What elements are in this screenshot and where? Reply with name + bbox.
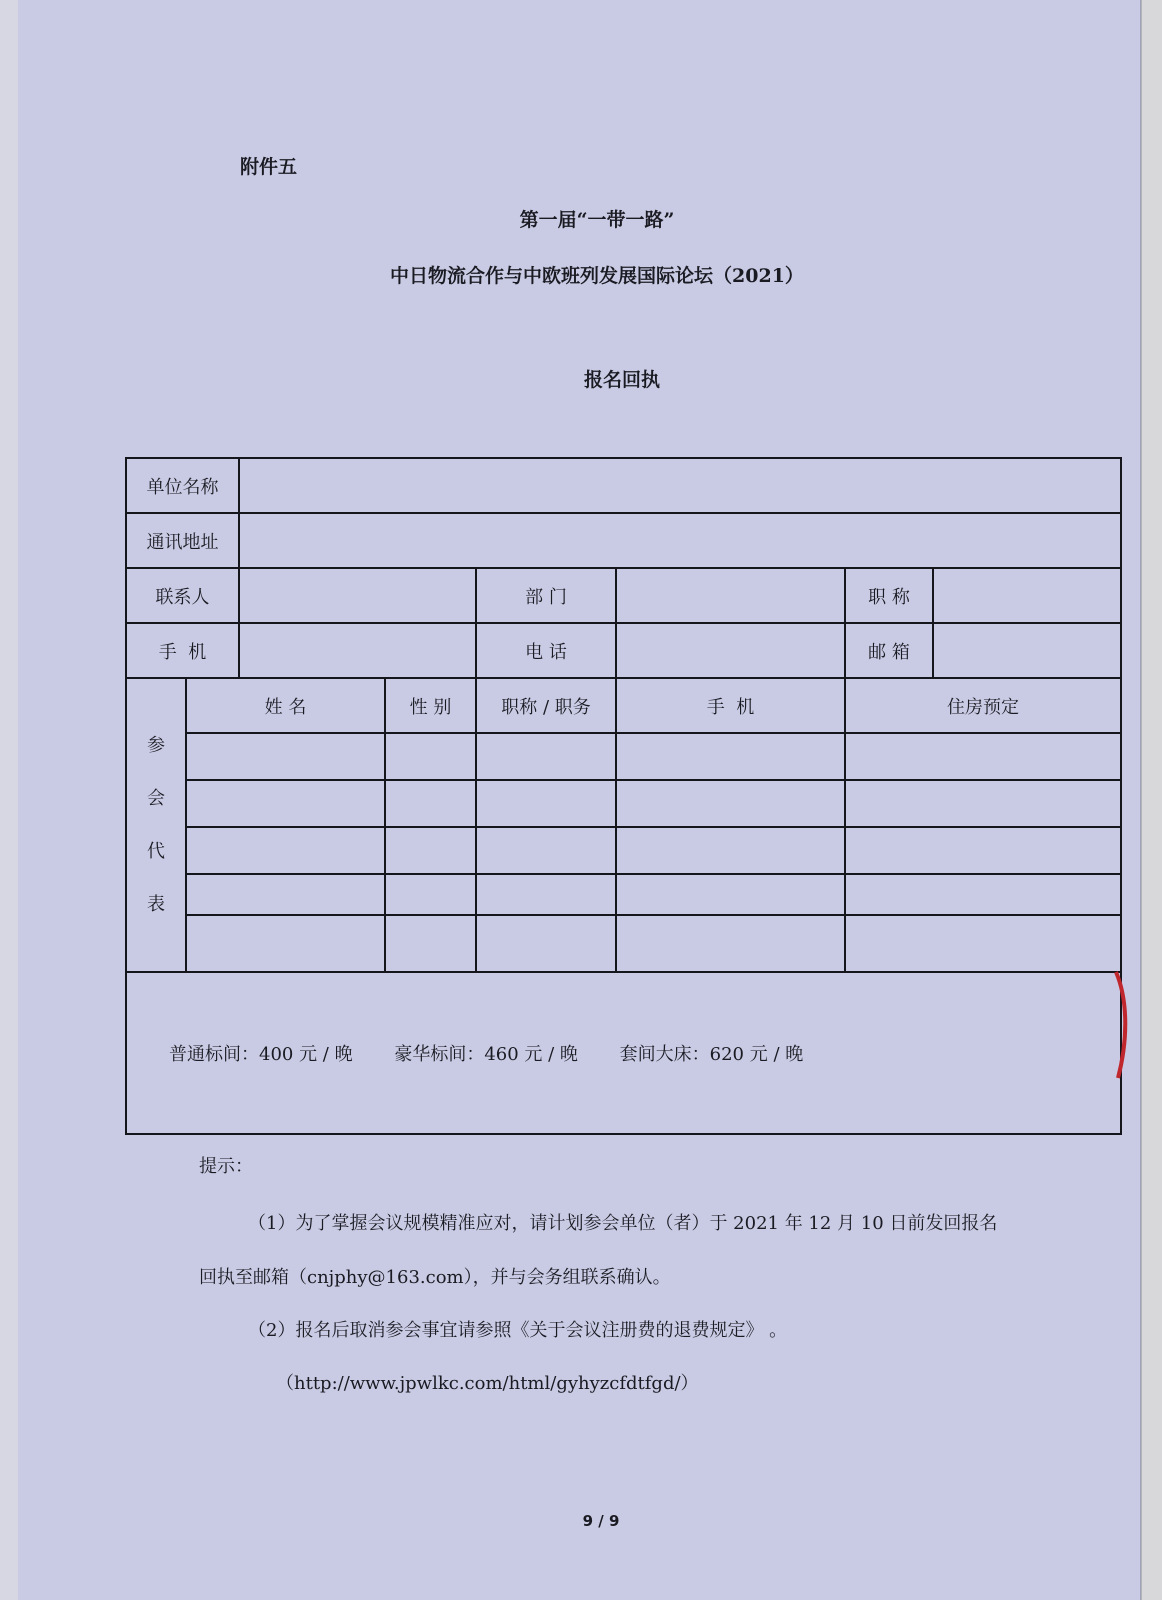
delegate-name-cell[interactable] (186, 827, 385, 874)
column-header-name: 姓 名 (186, 678, 385, 733)
table-row (126, 915, 1121, 972)
email-label: 邮 箱 (845, 623, 933, 678)
document-title-line2: 中日物流合作与中欧班列发展国际论坛（2021） (390, 265, 804, 287)
scan-left-edge (0, 0, 18, 1600)
attachment-label: 附件五 (240, 156, 298, 178)
room-prices (126, 972, 1121, 1134)
delegate-gender-cell[interactable] (385, 733, 476, 780)
scan-right-edge (1141, 0, 1162, 1600)
delegate-mobile-cell[interactable] (616, 915, 845, 972)
delegate-mobile-cell[interactable] (616, 733, 845, 780)
column-header-housing: 住房预定 (845, 678, 1121, 733)
note1-line2: 回执至邮箱（cnjphy@163.com），并与会务组联系确认。 (199, 1267, 671, 1288)
table-row (126, 733, 1121, 780)
delegate-title-cell[interactable] (476, 780, 616, 827)
address-field[interactable] (239, 513, 1121, 568)
price-suite: 套间大床：620 元 / 晚 (619, 1044, 804, 1065)
delegate-housing-cell[interactable] (845, 780, 1121, 827)
job-title-label: 职 称 (845, 568, 933, 623)
phone-field[interactable] (616, 623, 845, 678)
delegate-housing-cell[interactable] (845, 874, 1121, 915)
red-seal-edge-mark (1112, 970, 1130, 1080)
unit-name-field[interactable] (239, 458, 1121, 513)
delegates-char-2: 会 (147, 788, 165, 809)
delegate-title-cell[interactable] (476, 827, 616, 874)
delegate-title-cell[interactable] (476, 874, 616, 915)
delegate-housing-cell[interactable] (845, 827, 1121, 874)
delegate-title-cell[interactable] (476, 733, 616, 780)
phone-label: 电 话 (476, 623, 616, 678)
delegate-mobile-cell[interactable] (616, 780, 845, 827)
registration-form-table (125, 457, 1122, 1135)
note2-link[interactable]: （http://www.jpwlkc.com/html/gyhyzcfdtfgd/） (276, 1373, 699, 1394)
address-label: 通讯地址 (126, 513, 239, 568)
delegates-char-1: 参 (147, 735, 165, 756)
column-header-mobile: 手 机 (616, 678, 845, 733)
delegate-gender-cell[interactable] (385, 874, 476, 915)
delegate-name-cell[interactable] (186, 733, 385, 780)
table-row (126, 780, 1121, 827)
form-title: 报名回执 (583, 369, 660, 391)
note2-line1: （2）报名后取消参会事宜请参照《关于会议注册费的退费规定》 。 (248, 1320, 788, 1341)
delegate-gender-cell[interactable] (385, 780, 476, 827)
table-row (126, 827, 1121, 874)
delegate-title-cell[interactable] (476, 915, 616, 972)
delegate-housing-cell[interactable] (845, 733, 1121, 780)
delegate-mobile-cell[interactable] (616, 827, 845, 874)
delegate-name-cell[interactable] (186, 915, 385, 972)
contact-label: 联系人 (126, 568, 239, 623)
delegates-char-3: 代 (147, 841, 165, 862)
mobile-label: 手 机 (126, 623, 239, 678)
document-title-line1: 第一届“一带一路” (519, 209, 675, 231)
column-header-title: 职称 / 职务 (476, 678, 616, 733)
delegate-housing-cell[interactable] (845, 915, 1121, 972)
delegate-mobile-cell[interactable] (616, 874, 845, 915)
department-field[interactable] (616, 568, 845, 623)
mobile-field[interactable] (239, 623, 476, 678)
price-deluxe: 豪华标间：460 元 / 晚 (394, 1044, 578, 1065)
table-row (126, 874, 1121, 915)
email-field[interactable] (933, 623, 1121, 678)
price-standard: 普通标间：400 元 / 晚 (169, 1044, 353, 1065)
delegates-label (126, 678, 186, 972)
unit-name-label: 单位名称 (126, 458, 239, 513)
delegates-char-4: 表 (147, 894, 165, 915)
delegate-name-cell[interactable] (186, 780, 385, 827)
delegate-name-cell[interactable] (186, 874, 385, 915)
delegate-gender-cell[interactable] (385, 915, 476, 972)
column-header-gender: 性 别 (385, 678, 476, 733)
delegate-gender-cell[interactable] (385, 827, 476, 874)
job-title-field[interactable] (933, 568, 1121, 623)
department-label: 部 门 (476, 568, 616, 623)
contact-field[interactable] (239, 568, 476, 623)
notes-label: 提示： (199, 1156, 253, 1177)
note1-line1: （1）为了掌握会议规模精准应对，请计划参会单位（者）于 2021 年 12 月 10 日前发回报名 (248, 1213, 998, 1234)
page-number: 9 / 9 (582, 1512, 620, 1530)
